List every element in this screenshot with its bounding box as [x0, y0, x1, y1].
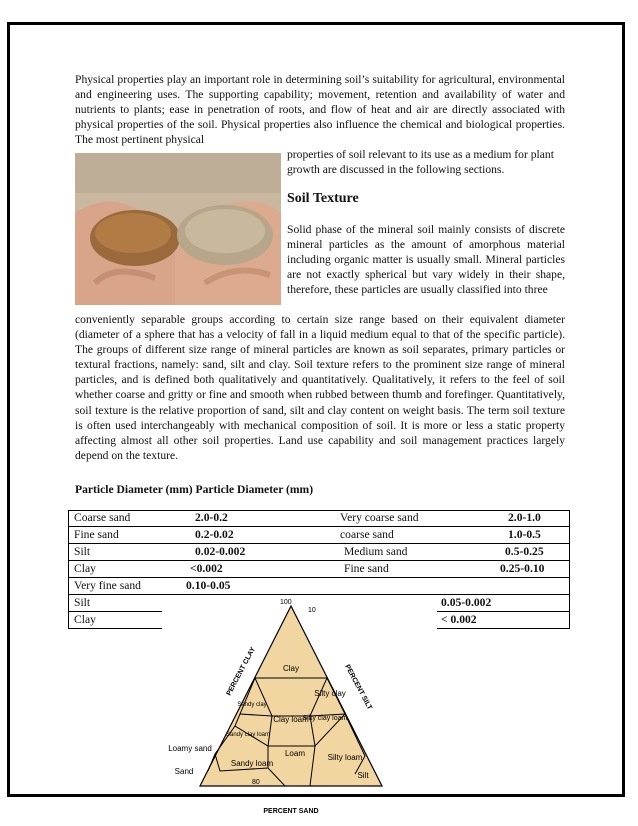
class-sand: Sand: [174, 767, 194, 776]
class-silty-clay: Silty clay: [314, 689, 346, 698]
right-tick: 10: [308, 607, 316, 614]
table-cell: Clay: [74, 562, 96, 575]
table-cell: 0.10-0.05: [186, 579, 231, 592]
table-right-line-lower: [569, 595, 570, 629]
class-silt: Silt: [357, 771, 369, 780]
table-cell: 2.0-1.0: [508, 511, 541, 524]
class-silty-loam: Silty loam: [327, 753, 363, 762]
table-cell: Silt: [74, 545, 91, 558]
bottom-axis-label: PERCENT SAND: [263, 808, 319, 815]
table-cell: 0.02-0.002: [195, 545, 246, 558]
table-row: [68, 544, 570, 561]
table-cell: <0.002: [190, 562, 223, 575]
table-cell: 0.25-0.10: [500, 562, 545, 575]
table-cell: 1.0-0.5: [508, 528, 541, 541]
left-axis-label: PERCENT CLAY: [225, 646, 258, 697]
table-cell: coarse sand: [340, 528, 394, 541]
table-cell: Very fine sand: [74, 579, 141, 592]
class-sandy-clay-loam: Sandy clay loam: [225, 732, 271, 738]
class-sandy-clay: Sandy clay: [237, 702, 267, 708]
texture-paragraph-a: Solid phase of the mineral soil mainly consists of discrete mineral particles as the amount of amorphous material including organic matter is usually small. Mineral particles are not exactly spherical but vary widely in their shape, therefore, these particles are usually classified into three: [287, 223, 565, 297]
table-row: [68, 595, 162, 612]
table-row: [437, 612, 570, 629]
texture-paragraph-b: conveniently separable groups according to certain size range based on their equivalent diameter (diameter of a sphere that has a velocity of fall in a liquid medium equal to that of the specific particle). The groups of different size range of mineral particles are known as soil separates, primary particles or textural fractions, namely: sand, silt and clay. Soil texture refers to the prominent size range of mineral particles, and is defined both qualitatively and quantitatively. Qualitatively, it refers to the feel of soil whether coarse and gritty or fine and smooth when rubbed between thumb and forefinger. Quantitatively, soil texture is the relative proportion of sand, silt and clay content on weight basis. The term soil texture is often used interchangeably with mechanical composition of soil. It is more or less a static property affecting almost all other soil properties. Land use capability and soil management practices largely depend on the texture.: [75, 313, 565, 462]
class-sandy-loam: Sandy loam: [230, 759, 274, 768]
table-cell: Medium sand: [344, 545, 408, 558]
table-cell: Silt: [74, 596, 91, 609]
table-row: [68, 510, 570, 527]
right-axis-label: PERCENT SILT: [343, 663, 373, 712]
table-cell: 0.05-0.002: [441, 596, 492, 609]
table-cell: Very coarse sand: [340, 511, 419, 524]
table-cell: Fine sand: [74, 528, 119, 541]
table-cell: Coarse sand: [74, 511, 131, 524]
intro-continuation: properties of soil relevant to its use as a medium for plant growth are discussed in the following sections.: [287, 148, 554, 177]
left-tick: 100: [280, 599, 292, 606]
class-loamy-sand: Loamy sand: [168, 744, 212, 753]
class-silty-clay-loam: Silty clay loam: [302, 715, 348, 722]
table-caption: Particle Diameter (mm) Particle Diameter (mm): [75, 483, 314, 496]
table-row: [68, 578, 570, 595]
table-row: [68, 612, 162, 629]
section-heading: Soil Texture: [287, 191, 359, 206]
table-cell: Fine sand: [344, 562, 389, 575]
table-row: [68, 527, 570, 544]
table-row: [68, 561, 570, 578]
table-row: [437, 595, 570, 612]
class-loam: Loam: [284, 749, 306, 758]
soil-in-hands-photo: [75, 153, 281, 305]
intro-paragraph: Physical properties play an important role in determining soil’s suitability for agricultural, environmental and engineering uses. The supporting capability; movement, retention and availability of water and nutrients to plants; ease in penetration of roots, and flow of heat and air are directly associated with physical properties of the soil. Physical properties also influence the chemical and biological properties. The most pertinent physical: [75, 73, 565, 147]
class-clay-loam: Clay loam: [273, 715, 309, 724]
table-cell: 0.5-0.25: [505, 545, 544, 558]
table-cell: < 0.002: [441, 613, 477, 626]
soil-texture-triangle: [160, 596, 422, 816]
table-cell: Clay: [74, 613, 96, 626]
table-cell: 0.2-0.02: [195, 528, 234, 541]
class-clay: Clay: [282, 664, 300, 673]
bottom-tick: 80: [252, 779, 260, 786]
table-cell: 2.0-0.2: [195, 511, 228, 524]
